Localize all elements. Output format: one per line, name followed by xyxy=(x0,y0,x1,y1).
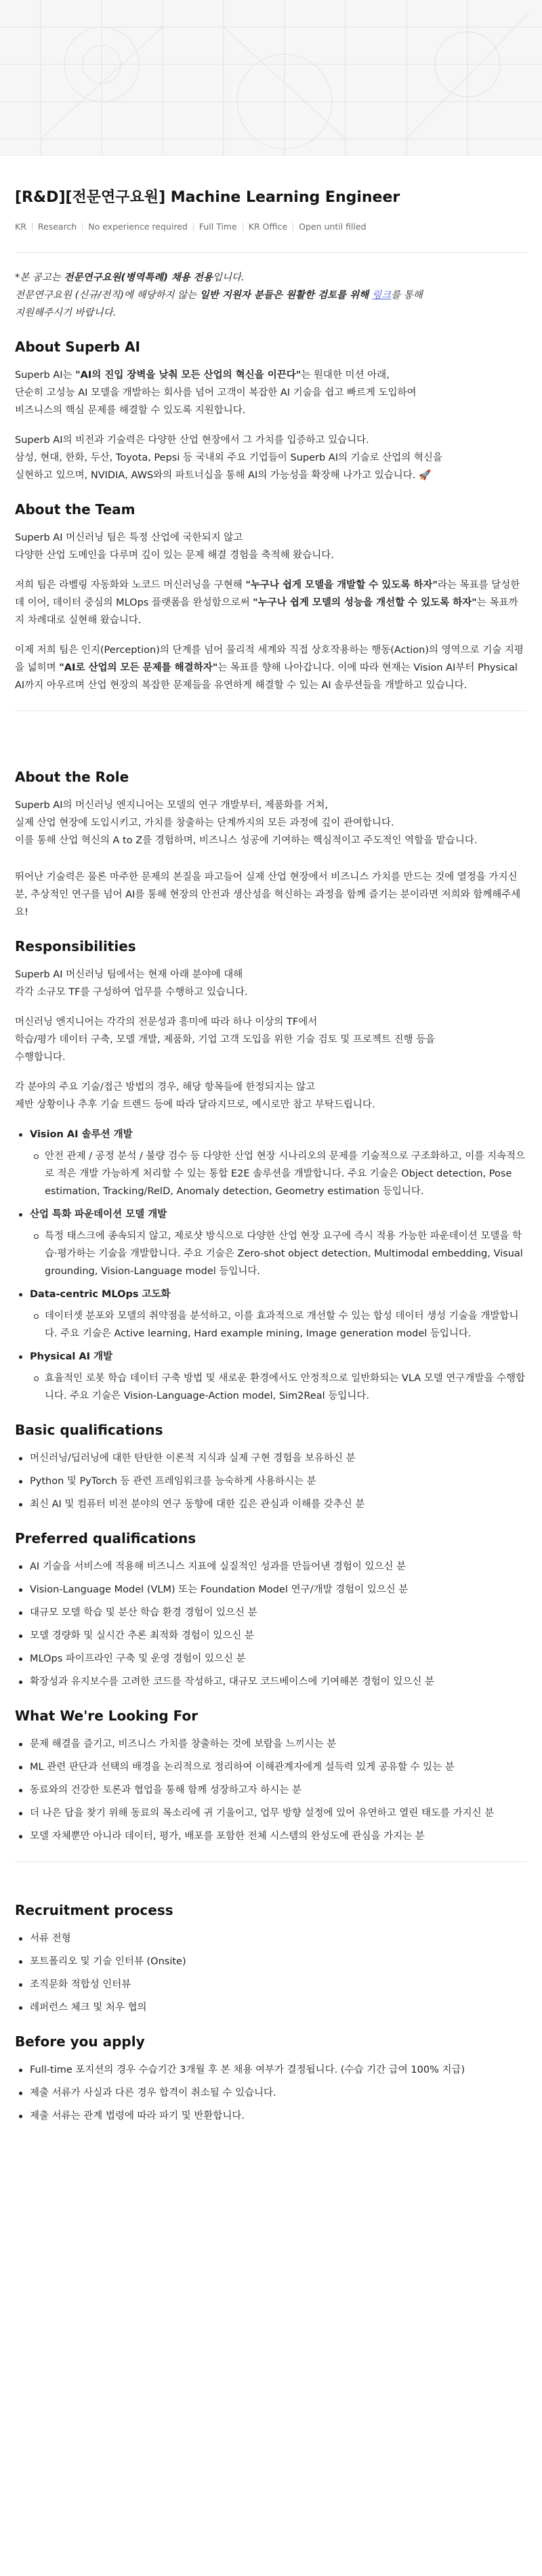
list-item: AI 기술을 서비스에 적용해 비즈니스 지표에 실질적인 성과를 만들어낸 경험이 있으신 분 xyxy=(15,1558,527,1576)
sub-list xyxy=(30,1147,527,1200)
job-meta xyxy=(15,218,527,236)
sub-list xyxy=(30,1227,527,1280)
list-item: Full-time 포지션의 경우 수습기간 3개월 후 본 채용 여부가 결정됩니다. (수습 기간 급여 100% 지급) xyxy=(15,2061,527,2079)
role-paragraph xyxy=(15,797,527,849)
section-heading-responsibilities: Responsibilities xyxy=(15,938,136,954)
resp-paragraph xyxy=(15,1078,527,1114)
list-item: 제출 서류는 관계 법령에 따라 파기 및 반환합니다. xyxy=(15,2107,527,2125)
resp-item-desc: 안전 관제 / 공정 분석 / 불량 검수 등 다양한 산업 현장 시나리오의 문제를 기술적으로 구조화하고, 이를 지속적으로 적은 개발 가능하게 처리할 수 있는 통합 E2E 솔루션을 개발합니다. 주요 기술은 Object detection, Pose estimation, Tracking/ReID, Anomaly detection, Geometry estimation 등입니다. xyxy=(30,1147,527,1200)
list-item: 모델 경량화 및 실시간 추론 최적화 경험이 있으신 분 xyxy=(15,1627,527,1645)
bold-text: "AI로 산업의 모든 문제를 해결하자" xyxy=(59,662,218,673)
text: 각 분야의 주요 기술/접근 방법의 경우, 해당 항목들에 한정되지는 않고 xyxy=(15,1082,316,1093)
section-heading-preferred: Preferred qualifications xyxy=(15,1530,196,1546)
sub-list xyxy=(30,1370,527,1405)
list-item: 대규모 모델 학습 및 분산 학습 환경 경험이 있으신 분 xyxy=(15,1604,527,1622)
before-apply-list xyxy=(15,2061,527,2125)
list-item xyxy=(15,1348,527,1405)
section-heading-basic: Basic qualifications xyxy=(15,1422,163,1438)
meta-experience: No experience required xyxy=(88,221,188,232)
role-paragraph: 뛰어난 기술력은 물론 마주한 문제의 본질을 파고들어 실제 산업 현장에서 비즈니스 가치를 만드는 것에 열정을 가지신 분, 추상적인 연구를 넘어 AI를 통해 현장의 안전과 생산성을 혁신하는 과정을 함께 즐기는 분이라면 저희와 함께해주세요! xyxy=(15,872,521,918)
header-banner xyxy=(0,0,542,156)
list-item xyxy=(15,1126,527,1200)
text: Superb AI 머신러닝 팀에서는 현재 아래 분야에 대해 xyxy=(15,969,243,980)
text: 비즈니스의 핵심 문제를 해결할 수 있도록 지원합니다. xyxy=(15,405,246,416)
section-heading-process: Recruitment process xyxy=(15,1902,173,1918)
recruitment-process-list xyxy=(15,1930,527,2017)
list-item xyxy=(15,1286,527,1343)
text: 수행합니다. xyxy=(15,1052,66,1063)
resp-item-title: Physical AI 개발 xyxy=(30,1351,113,1362)
notice-text: 전문연구요원 (신규/전직)에 해당하지 않는 xyxy=(15,290,200,301)
text: Superb AI의 비전과 기술력은 다양한 산업 현장에서 그 가치를 입증하고 있습니다. xyxy=(15,435,369,446)
resp-paragraph xyxy=(15,966,527,1001)
notice-text: 입니다. xyxy=(212,272,245,283)
resp-item-title: Data-centric MLOps 고도화 xyxy=(30,1289,171,1300)
text: 이제 저희 팀은 인지(Perception)의 단계를 넘어 물리적 세계와 직접 상호작용하는 행동(Action)의 영역으로 기술 지평을 넓히며 xyxy=(15,645,524,673)
list-item: 포트폴리오 및 기술 인터뷰 (Onsite) xyxy=(15,1953,527,1970)
team-paragraph xyxy=(15,641,527,694)
list-item: 레퍼런스 체크 및 처우 협의 xyxy=(15,1999,527,2017)
divider xyxy=(15,1861,527,1862)
meta-divider xyxy=(193,223,194,231)
section-heading-about: About Superb AI xyxy=(15,339,140,355)
notice-bold: 전문연구요원(병역특례) 채용 전용 xyxy=(64,272,213,283)
list-item: Python 및 PyTorch 등 관련 프레임워크를 능숙하게 사용하시는 분 xyxy=(15,1473,527,1490)
text: Superb AI는 xyxy=(15,370,76,381)
text: Superb AI의 머신러닝 엔지니어는 모델의 연구 개발부터, 제품화를 거쳐, xyxy=(15,800,329,811)
meta-office: KR Office xyxy=(248,221,288,232)
meta-deadline: Open until filled xyxy=(299,221,367,232)
list-item: MLOps 파이프라인 구축 및 운영 경험이 있으신 분 xyxy=(15,1650,527,1668)
list-item: 제출 서류가 사실과 다른 경우 합격이 취소될 수 있습니다. xyxy=(15,2084,527,2102)
about-paragraph xyxy=(15,431,527,484)
spacer xyxy=(15,1878,527,1885)
section-heading-team: About the Team xyxy=(15,501,136,518)
divider xyxy=(15,252,527,253)
text: 이를 통해 산업 혁신의 A to Z를 경험하며, 비즈니스 성공에 기여하는 핵심적이고 주도적인 역할을 맡습니다. xyxy=(15,835,478,846)
team-paragraph xyxy=(15,576,527,629)
basic-qualifications-list xyxy=(15,1450,527,1513)
responsibilities-list xyxy=(15,1126,527,1405)
text: Superb AI 머신러닝 팀은 특정 산업에 국한되지 않고 xyxy=(15,532,243,543)
sub-list xyxy=(30,1307,527,1343)
notice-block xyxy=(15,269,527,322)
section-heading-role: About the Role xyxy=(15,769,129,785)
looking-for-list xyxy=(15,1735,527,1845)
text: 단순히 고성능 AI 모델을 개발하는 회사를 넘어 고객이 복잡한 AI 기술을 쉽고 빠르게 도입하여 xyxy=(15,387,417,398)
text: 삼성, 현대, 한화, 두산, Toyota, Pepsi 등 국내외 주요 기업들이 Superb AI의 기술로 산업의 혁신을 xyxy=(15,452,442,463)
meta-divider xyxy=(32,223,33,231)
list-item: 문제 해결을 즐기고, 비즈니스 가치를 창출하는 것에 보람을 느끼시는 분 xyxy=(15,1735,527,1753)
team-paragraph xyxy=(15,529,527,564)
resp-item-title: Vision AI 솔루션 개발 xyxy=(30,1129,133,1140)
list-item xyxy=(15,1206,527,1280)
about-paragraph xyxy=(15,366,527,419)
spacer xyxy=(15,727,527,752)
meta-team: Research xyxy=(37,221,77,232)
grid-pattern xyxy=(0,0,542,156)
list-item: 최신 AI 및 컴퓨터 비전 분야의 연구 동향에 대한 깊은 관심과 이해를 갖추신 분 xyxy=(15,1496,527,1513)
notice-text: 를 통해 xyxy=(391,290,423,301)
list-item: 동료와의 건강한 토론과 협업을 통해 함께 성장하고자 하시는 분 xyxy=(15,1781,527,1799)
text: 는 원대한 미션 아래, xyxy=(301,370,390,381)
text: 제반 상황이나 추후 기술 트렌드 등에 따라 달라지므로, 예시로만 참고 부탁드립니다. xyxy=(15,1099,375,1110)
general-apply-link[interactable]: 링크 xyxy=(372,290,392,301)
meta-divider xyxy=(82,223,83,231)
bold-text: "누구나 쉽게 모델의 성능을 개선할 수 있도록 하자" xyxy=(253,597,477,608)
text: 학습/평가 데이터 구축, 모델 개발, 제품화, 기업 고객 도입을 위한 기술 검토 및 프로젝트 진행 등을 xyxy=(15,1034,436,1045)
notice-text: 지원해주시기 바랍니다. xyxy=(15,308,117,318)
list-item: 모델 자체뿐만 아니라 데이터, 평가, 배포를 포함한 전체 시스템의 완성도에 관심을 가지는 분 xyxy=(15,1828,527,1845)
resp-item-desc: 특정 태스크에 종속되지 않고, 제로샷 방식으로 다양한 산업 현장 요구에 즉시 적용 가능한 파운데이션 모델을 학습·평가하는 기술을 개발합니다. 주요 기술은 Zero-shot object detection, Multimodal embedding, Visual grounding, Vision-Language model 등입니다. xyxy=(30,1227,527,1280)
list-item: 더 나은 답을 찾기 위해 동료의 목소리에 귀 기울이고, 업무 방향 설정에 있어 유연하고 열린 태도를 가지신 분 xyxy=(15,1804,527,1822)
bold-text: "AI의 진입 장벽을 낮춰 모든 산업의 혁신을 이끈다" xyxy=(75,370,301,381)
meta-country: KR xyxy=(15,221,26,232)
text: 저희 팀은 라벨링 자동화와 노코드 머신러닝을 구현해 xyxy=(15,580,246,591)
resp-item-desc: 효율적인 로봇 학습 데이터 구축 방법 및 새로운 환경에서도 안정적으로 일반화되는 VLA 모델 연구개발을 수행합니다. 주요 기술은 Vision-Language-Action model, Sim2Real 등입니다. xyxy=(30,1370,527,1405)
text: 각각 소규모 TF를 구성하여 업무를 수행하고 있습니다. xyxy=(15,987,248,998)
notice-text: *본 공고는 xyxy=(15,272,64,283)
text: 실제 산업 현장에 도입시키고, 가치를 창출하는 단계까지의 모든 과정에 깊이 관여합니다. xyxy=(15,818,394,828)
list-item: 서류 전형 xyxy=(15,1930,527,1947)
list-item: Vision-Language Model (VLM) 또는 Foundation Model 연구/개발 경험이 있으신 분 xyxy=(15,1581,527,1599)
text: 실현하고 있으며, NVIDIA, AWS와의 파트너십을 통해 AI의 가능성을 확장해 나가고 있습니다. 🚀 xyxy=(15,470,432,481)
list-item: 머신러닝/딥러닝에 대한 탄탄한 이론적 지식과 실제 구현 경험을 보유하신 분 xyxy=(15,1450,527,1467)
job-title: [R&D][전문연구요원] Machine Learning Engineer xyxy=(15,189,400,206)
bold-text: "누구나 쉽게 모델을 개발할 수 있도록 하자" xyxy=(245,580,438,591)
text: 는 목표까지 차례대로 실현해 왔습니다. xyxy=(15,597,518,626)
section-heading-before: Before you apply xyxy=(15,2033,145,2050)
notice-bold: 일반 지원자 분들은 원활한 검토를 위해 xyxy=(199,290,373,301)
resp-item-desc: 데이터셋 분포와 모델의 취약점을 분석하고, 이를 효과적으로 개선할 수 있는 합성 데이터 생성 기술을 개발합니다. 주요 기술은 Active learning, Hard example mining, Image generation model 등입니다. xyxy=(30,1307,527,1343)
preferred-qualifications-list xyxy=(15,1558,527,1691)
list-item: 확장성과 유지보수를 고려한 코드를 작성하고, 대규모 코드베이스에 기여해본 경험이 있으신 분 xyxy=(15,1673,527,1691)
list-item: 조직문화 적합성 인터뷰 xyxy=(15,1976,527,1993)
meta-employment: Full Time xyxy=(199,221,237,232)
resp-paragraph xyxy=(15,1013,527,1066)
text: 다양한 산업 도메인을 다루며 깊이 있는 문제 해결 경험을 축적해 왔습니다. xyxy=(15,550,334,561)
list-item: ML 관련 판단과 선택의 배경을 논리적으로 정리하여 이해관계자에게 설득력 있게 공유할 수 있는 분 xyxy=(15,1758,527,1776)
section-heading-looking: What We're Looking For xyxy=(15,1708,199,1724)
text: 머신러닝 엔지니어는 각각의 전문성과 흥미에 따라 하나 이상의 TF에서 xyxy=(15,1017,318,1028)
resp-item-title: 산업 특화 파운데이션 모델 개발 xyxy=(30,1209,167,1220)
text: 는 목표를 향해 나아갑니다. 이에 따라 현재는 Vision AI부터 Physical AI까지 아우르며 산업 현장의 복잡한 문제들을 유연하게 해결할 수 있는 AI 솔루션들을 개발하고 있습니다. xyxy=(15,662,518,691)
text: 라는 목표를 달성한 데 이어, 데이터 중심의 MLOps 플랫폼을 완성함으로써 xyxy=(15,580,520,608)
